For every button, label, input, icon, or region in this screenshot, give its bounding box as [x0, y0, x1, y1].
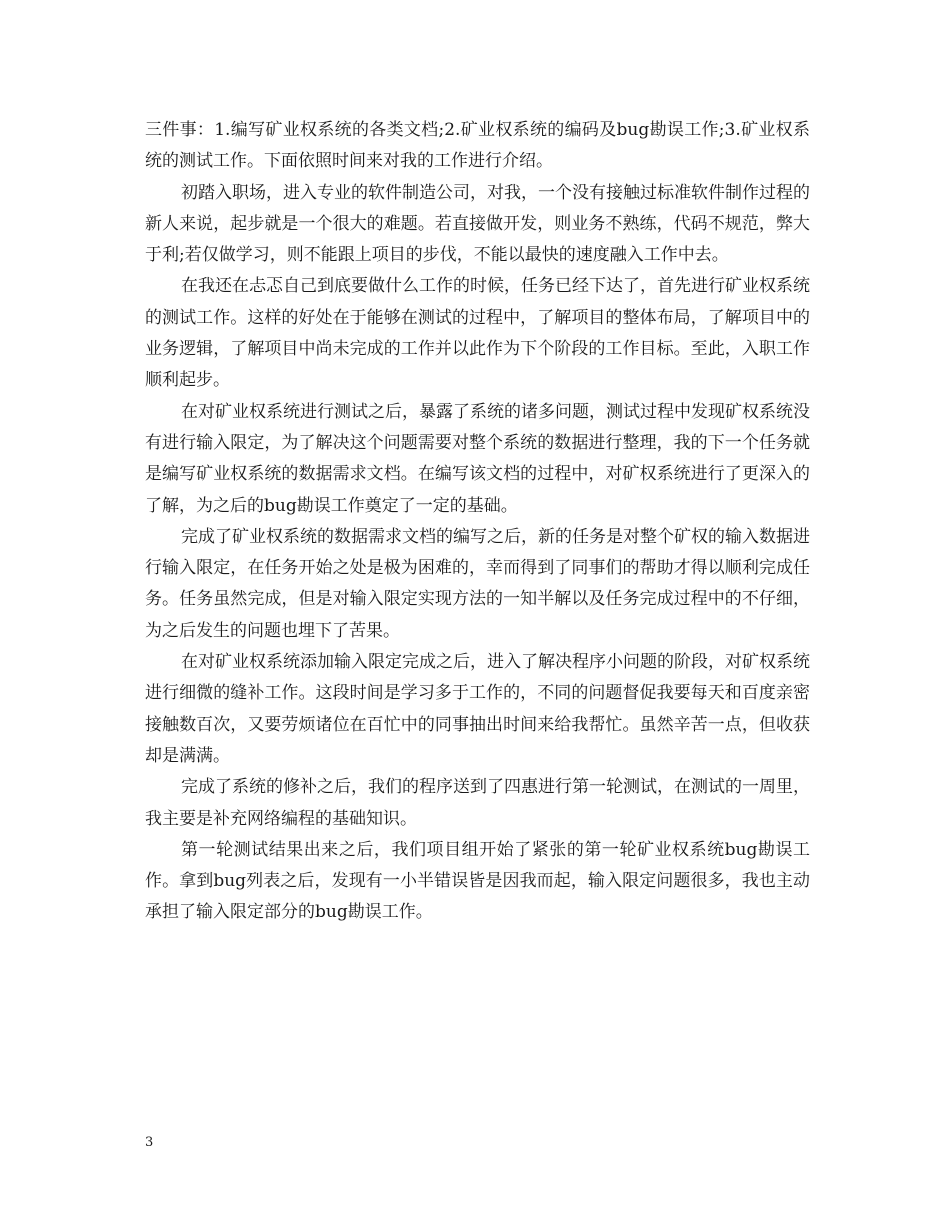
paragraph-data-requirements: 在对矿业权系统进行测试之后，暴露了系统的诸多问题，测试过程中发现矿权系统没有进行输入限定，为了解决这个问题需要对整个系统的数据进行整理，我的下一个任务就是编写矿业权系统的数据需求文档。在编写该文档的过程中，对矿权系统进行了更深入的了解，为之后的bug勘误工作奠定了一定的基础。: [145, 401, 810, 516]
paragraph-bug-fixing: 第一轮测试结果出来之后，我们项目组开始了紧张的第一轮矿业权系统bug勘误工作。拿到bug列表之后，发现有一小半错误皆是因我而起，输入限定问题很多，我也主动承担了输入限定部分的bug勘误工作。: [145, 839, 810, 923]
page-number: 3: [145, 1135, 154, 1150]
paragraph-first-job: 初踏入职场，进入专业的软件制造公司，对我，一个没有接触过标准软件制作过程的新人来说，起步就是一个很大的难题。若直接做开发，则业务不熟练，代码不规范，弊大于利;若仅做学习，则不能跟上项目的步伐，不能以最快的速度融入工作中去。: [145, 182, 810, 266]
paragraph-fixes: 在对矿业权系统添加输入限定完成之后，进入了解决程序小问题的阶段，对矿权系统进行细微的缝补工作。这段时间是学习多于工作的，不同的问题督促我要每天和百度亲密接触数百次，又要劳烦诸位在百忙中的同事抽出时间来给我帮忙。虽然辛苦一点，但收获却是满满。: [145, 652, 810, 766]
document-body: [145, 115, 810, 929]
paragraph-testing-task: 在我还在忐忑自己到底要做什么工作的时候，任务已经下达了，首先进行矿业权系统的测试工作。这样的好处在于能够在测试的过程中，了解项目的整体布局，了解项目中的业务逻辑，了解项目中尚未完成的工作并以此作为下个阶段的工作目标。至此，入职工作顺利起步。: [145, 276, 810, 391]
paragraph-continued: 三件事：1.编写矿业权系统的各类文档;2.矿业权系统的编码及bug勘误工作;3.矿业权系统的测试工作。下面依照时间来对我的工作进行介绍。: [145, 120, 810, 172]
paragraph-input-validation: 完成了矿业权系统的数据需求文档的编写之后，新的任务是对整个矿权的输入数据进行输入限定，在任务开始之处是极为困难的，幸而得到了同事们的帮助才得以顺利完成任务。任务虽然完成，但是对输入限定实现方法的一知半解以及任务完成过程中的不仔细，为之后发生的问题也埋下了苦果。: [145, 526, 810, 641]
paragraph-first-round-test: 完成了系统的修补之后，我们的程序送到了四惠进行第一轮测试，在测试的一周里，我主要是补充网络编程的基础知识。: [145, 777, 810, 829]
